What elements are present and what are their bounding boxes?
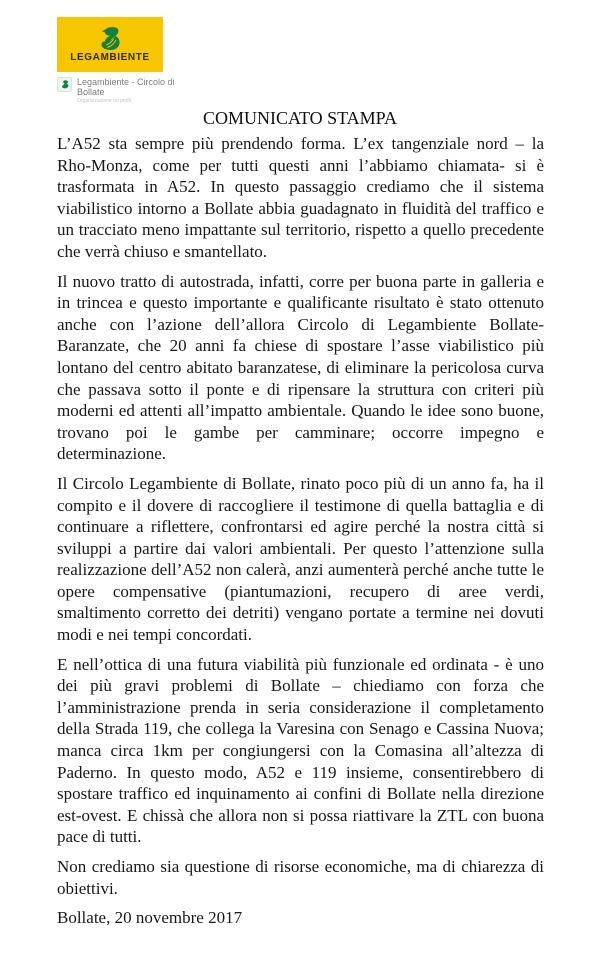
legambiente-mini-swan-icon <box>57 77 72 92</box>
paragraph-list <box>57 133 544 899</box>
document-title: COMUNICATO STAMPA <box>202 108 398 128</box>
paragraph: Il nuovo tratto di autostrada, infatti, corre per buona parte in galleria e in trincea e questo importante e qualificante risultato è stato ottenuto anche con l’azione dell’allora Circolo di Legambiente Bollate-Baranzate, che 20 anni fa chiese di spostare l’asse viabilistico più lontano del centro abitato baranzatese, di eliminare la pericolosa curva che passava sotto il ponte e di ripensare la struttura con criteri più moderni ed attenti all’impatto ambientale. Quando le idee sono buone, trovano poi le gambe per camminare; occorre impegno e determinazione. <box>57 271 544 464</box>
paragraph: E nell’ottica di una futura viabilità più funzionale ed ordinata - è uno dei più gravi problemi di Bollate – chiediamo con forza che l’amministrazione prenda in seria considerazione il completamento della Strada 119, che collega la Varesina con Senago e Cassina Nuova; manca circa 1km per congiungersi con la Comasina all’altezza di Paderno. In questo modo, A52 e 119 insieme, consentirebbero di spostare traffico ed inquinamento ai confini di Bollate nella direzione est-ovest. E chissà che allora non si possa riattivare la ZTL con buona pace di tutti. <box>57 654 544 847</box>
legambiente-swan-icon <box>95 26 125 52</box>
page-name: Legambiente - Circolo di Bollate <box>77 77 175 97</box>
paragraph: L’A52 sta sempre più prendendo forma. L’ex tangenziale nord – la Rho-Monza, come per tutti questi anni l’abbiamo chiamata- si è trasformata in A52. In questo passaggio crediamo che il sistema viabilistico intorno a Bollate abbia guadagnato in fluidità del traffico e un tracciato meno impattante sul territorio, rispetto a quello precedente che verrà chiuso e smantellato. <box>57 134 544 261</box>
paragraph: Il Circolo Legambiente di Bollate, rinato poco più di un anno fa, ha il compito e il dovere di raccogliere il testimone di quella battaglia e di continuare a riflettere, confrontarsi ed agire perché la nostra città si sviluppi a partire dai valori ambientali. Per questo l’attenzione sulla realizzazione dell’A52 non calerà, anzi aumenterà perché anche tutte le opere compensative (piantumazioni, recupero di aree verdi, smaltimento corretto dei detriti) vengano portate a termine nei dovuti modi e nei tempi concordati. <box>57 473 544 645</box>
page-identity-row <box>57 77 257 104</box>
letterhead <box>57 17 257 104</box>
page-subtitle: Organizzazione no profit <box>77 98 132 104</box>
legambiente-wordmark: LEGAMBIENTE <box>70 52 150 63</box>
legambiente-logo <box>57 17 163 72</box>
document-body <box>57 133 544 929</box>
paragraph: Non crediamo sia questione di risorse economiche, ma di chiarezza di obiettivi. <box>57 857 544 898</box>
dateline: Bollate, 20 novembre 2017 <box>57 908 243 928</box>
page-identity-text <box>77 77 187 104</box>
